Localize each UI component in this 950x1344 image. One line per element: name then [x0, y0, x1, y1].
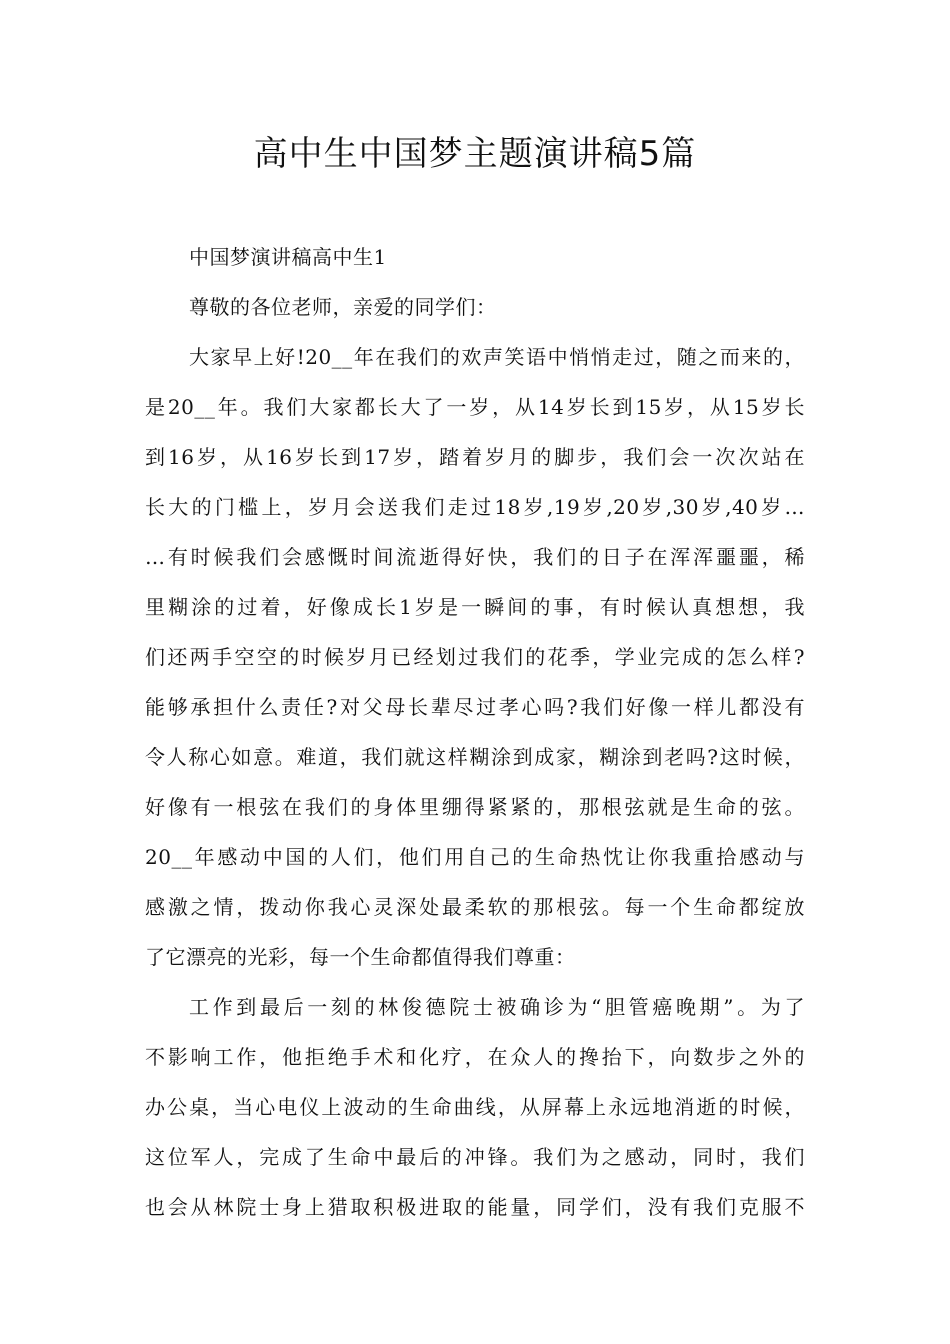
body-line: 这位军人，完成了生命中最后的冲锋。我们为之感动，同时，我们 [145, 1145, 805, 1169]
body-line: 里糊涂的过着，好像成长1岁是一瞬间的事，有时候认真想想，我 [145, 595, 805, 619]
body-line: 也会从林院士身上猎取积极进取的能量，同学们，没有我们克服不 [145, 1195, 805, 1219]
body-line: 到16岁，从16岁长到17岁，踏着岁月的脚步，我们会一次次站在 [145, 445, 805, 469]
body-line: 办公桌，当心电仪上波动的生命曲线，从屏幕上永远地消逝的时候， [145, 1095, 805, 1119]
body-line: 好像有一根弦在我们的身体里绷得紧紧的，那根弦就是生命的弦。 [145, 795, 805, 819]
body-line: 了它漂亮的光彩，每一个生命都值得我们尊重： [145, 945, 576, 969]
body-line: 工作到最后一刻的林俊德院士被确诊为“胆管癌晚期”。为了 [189, 995, 805, 1019]
body-line: …有时候我们会感慨时间流逝得好快，我们的日子在浑浑噩噩，稀 [145, 545, 805, 569]
document-title: 高中生中国梦主题演讲稿5篇 [253, 134, 697, 174]
body-line: 长大的门槛上，岁月会送我们走过18岁,19岁,20岁,30岁,40岁… [145, 495, 805, 519]
body-line: 20__年感动中国的人们，他们用自己的生命热忱让你我重拾感动与 [145, 845, 805, 869]
body-line: 令人称心如意。难道，我们就这样糊涂到成家，糊涂到老吗?这时候， [145, 745, 805, 769]
body-line: 是20__年。我们大家都长大了一岁，从14岁长到15岁，从15岁长 [145, 395, 805, 419]
body-line: 大家早上好!20__年在我们的欢声笑语中悄悄走过，随之而来的， [189, 345, 805, 369]
body-line: 不影响工作，他拒绝手术和化疗，在众人的搀抬下，向数步之外的 [145, 1045, 805, 1069]
body-line: 能够承担什么责任?对父母长辈尽过孝心吗?我们好像一样儿都没有 [145, 695, 805, 719]
body-line: 中国梦演讲稿高中生1 [189, 245, 387, 269]
body-line: 感激之情，拨动你我心灵深处最柔软的那根弦。每一个生命都绽放 [145, 895, 805, 919]
document-body [145, 232, 805, 1232]
body-line: 尊敬的各位老师，亲爱的同学们： [189, 295, 497, 319]
body-line: 们还两手空空的时候岁月已经划过我们的花季，学业完成的怎么样? [145, 645, 805, 669]
